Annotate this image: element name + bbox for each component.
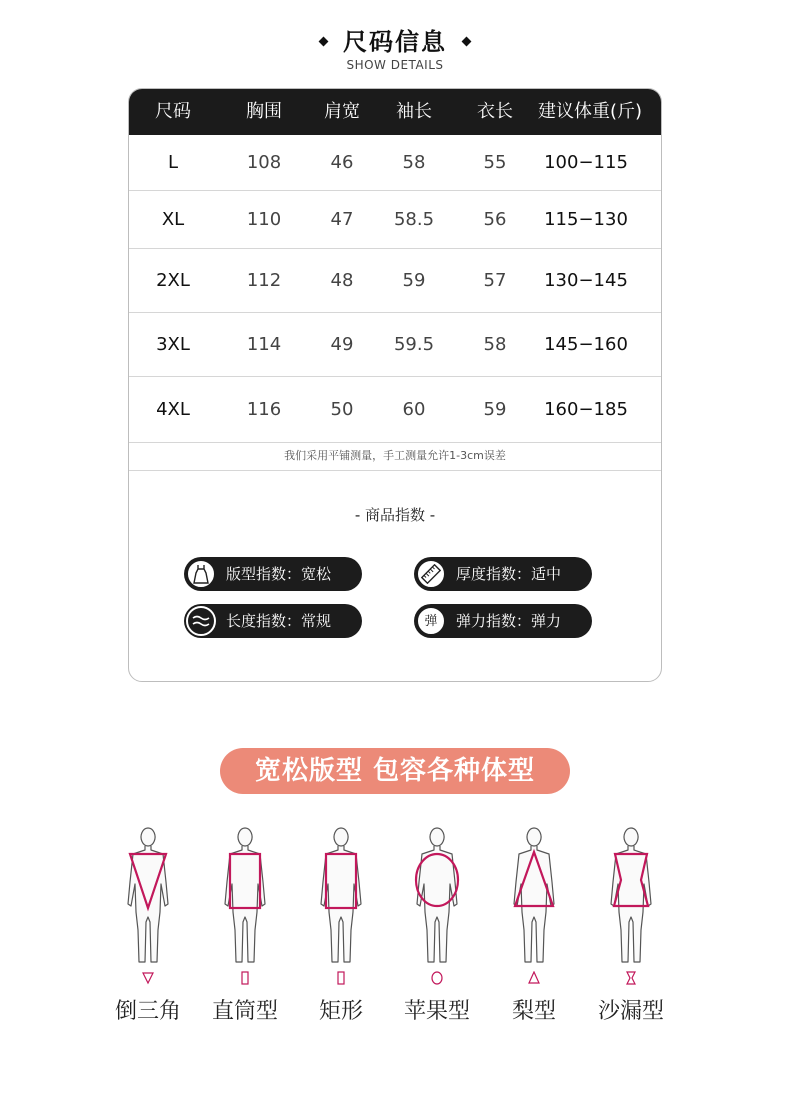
- body-type-label: 直筒型: [211, 999, 278, 1024]
- circle-icon: [392, 970, 482, 989]
- index-label: 弹力指数：弹力: [456, 612, 562, 630]
- table-cell: 2XL: [156, 270, 190, 291]
- table-cell: 59.5: [393, 334, 435, 355]
- table-cell: 100−115: [544, 152, 628, 173]
- table-cell: 58: [483, 334, 507, 355]
- body-type-label: 梨型: [511, 999, 556, 1024]
- diamond-icon: [462, 36, 472, 46]
- table-cell: 47: [330, 209, 354, 230]
- section-subtitle: SHOW DETAILS: [346, 58, 444, 72]
- elastic-icon: 弹: [416, 606, 446, 636]
- body-figure-hourglass: [586, 822, 676, 972]
- header-cell: 袖长: [396, 101, 432, 122]
- body-figure-circle: [392, 822, 482, 972]
- table-cell: 115−130: [544, 209, 628, 230]
- table-row: [129, 377, 661, 443]
- size-card: [128, 88, 662, 682]
- diamond-icon: [319, 36, 329, 46]
- index-badge-length: [184, 604, 362, 638]
- body-figure-rectangle: [200, 822, 290, 972]
- table-header: [129, 89, 661, 135]
- table-cell: 4XL: [156, 399, 190, 420]
- table-cell: 130−145: [544, 270, 628, 291]
- index-badge-elasticity: [414, 604, 592, 638]
- table-cell: 55: [483, 152, 507, 173]
- measurement-note: 我们采用平铺测量，手工测量允许1-3cm误差: [129, 442, 661, 471]
- product-index-title: - 商品指数 -: [354, 506, 436, 524]
- table-row: [129, 191, 661, 249]
- table-cell: XL: [161, 209, 185, 230]
- header-cell: 尺码: [155, 101, 191, 122]
- index-badge-thickness: [414, 557, 592, 591]
- table-row: [129, 135, 661, 191]
- table-cell: 57: [483, 270, 507, 291]
- body-type-label: 矩形: [318, 999, 363, 1024]
- table-cell: 160−185: [544, 399, 628, 420]
- table-cell: 108: [246, 152, 282, 173]
- triangle-icon: [489, 970, 579, 989]
- inverted-triangle-icon: [103, 970, 193, 989]
- dress-icon: [186, 559, 216, 589]
- table-cell: 60: [402, 399, 426, 420]
- header-cell: 建议体重(斤): [537, 101, 643, 122]
- table-cell: 116: [246, 399, 282, 420]
- table-cell: 46: [330, 152, 354, 173]
- index-label: 版型指数：宽松: [226, 565, 332, 583]
- table-row: [129, 249, 661, 313]
- header-cell: 衣长: [477, 101, 513, 122]
- fit-banner: 宽松版型 包容各种体型: [220, 748, 570, 794]
- table-cell: 59: [402, 270, 426, 291]
- rectangle-icon: [200, 970, 290, 989]
- section-title: 尺码信息: [0, 22, 790, 57]
- header-cell: 肩宽: [324, 101, 360, 122]
- wave-icon: [186, 606, 216, 636]
- index-badge-fit: [184, 557, 362, 591]
- body-figure-rectangle: [296, 822, 386, 972]
- table-cell: 50: [330, 399, 354, 420]
- index-label: 长度指数：常规: [226, 612, 332, 630]
- body-type-label: 苹果型: [403, 999, 470, 1024]
- table-cell: 58: [402, 152, 426, 173]
- table-cell: 48: [330, 270, 354, 291]
- table-cell: 110: [246, 209, 282, 230]
- table-cell: 58.5: [393, 209, 435, 230]
- table-cell: 114: [246, 334, 282, 355]
- table-cell: 112: [246, 270, 282, 291]
- table-cell: 145−160: [544, 334, 628, 355]
- table-cell: 49: [330, 334, 354, 355]
- table-row: [129, 313, 661, 377]
- body-type-label: 倒三角: [114, 999, 181, 1024]
- table-cell: 59: [483, 399, 507, 420]
- index-label: 厚度指数：适中: [456, 565, 562, 583]
- rectangle-icon: [296, 970, 386, 989]
- table-cell: L: [167, 152, 179, 173]
- ruler-icon: [416, 559, 446, 589]
- table-cell: 56: [483, 209, 507, 230]
- body-figure-triangle: [489, 822, 579, 972]
- hourglass-icon: [586, 970, 676, 989]
- body-type-label: 沙漏型: [597, 999, 664, 1024]
- body-figure-inverted-triangle: [103, 822, 193, 972]
- header-cell: 胸围: [246, 101, 282, 122]
- table-cell: 3XL: [156, 334, 190, 355]
